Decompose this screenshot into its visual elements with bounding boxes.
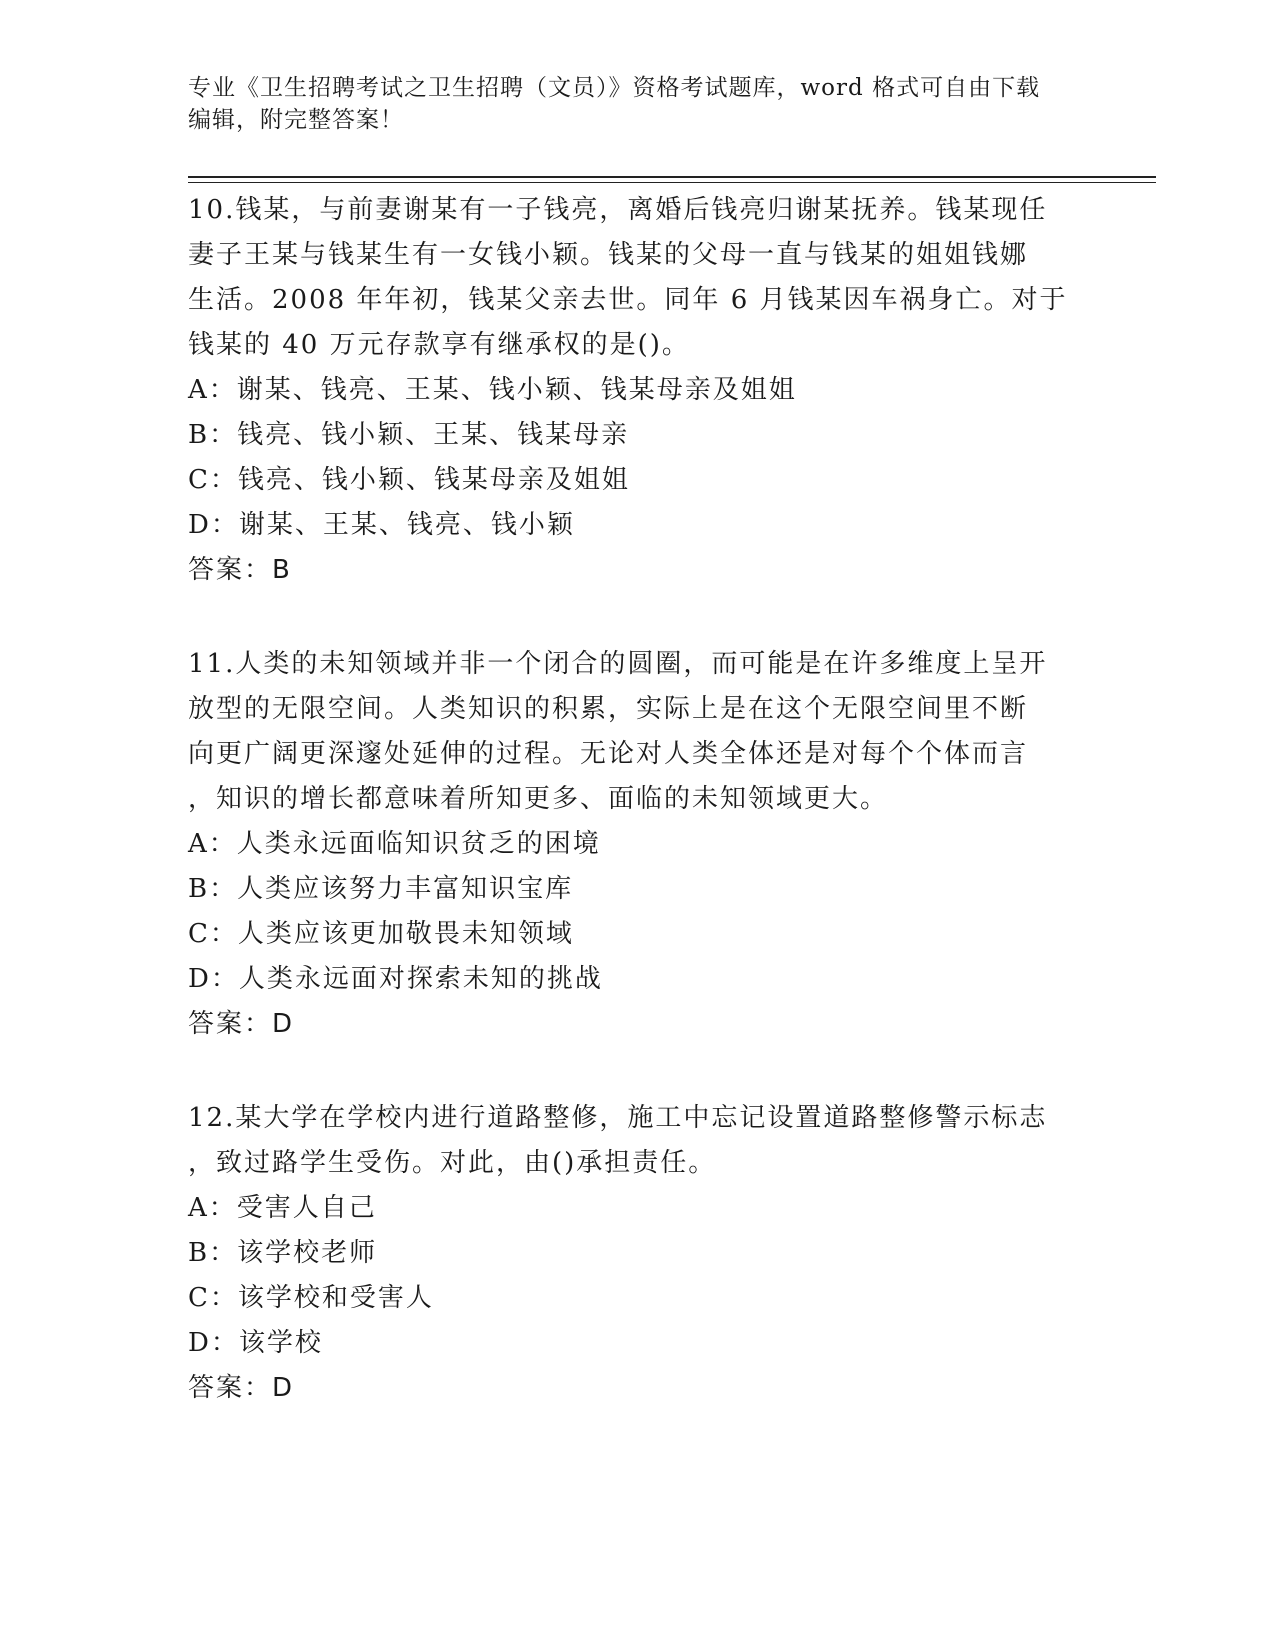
question-text-line: 向更广阔更深邃处延伸的过程。无论对人类全体还是对每个个体而言	[188, 739, 1029, 769]
option-b: B：人类应该努力丰富知识宝库	[188, 874, 574, 904]
option-c: C：该学校和受害人	[188, 1283, 434, 1313]
question-10	[188, 188, 1068, 593]
question-text-line: 妻子王某与钱某生有一女钱小颖。钱某的父母一直与钱某的姐姐钱娜	[188, 240, 1029, 270]
header-line-2: 编辑，附完整答案！	[188, 107, 404, 133]
question-text-line: ，致过路学生受伤。对此，由()承担责任。	[188, 1148, 717, 1178]
question-text-line: 11.人类的未知领域并非一个闭合的圆圈，而可能是在许多维度上呈开	[188, 649, 1048, 679]
question-text-line: 放型的无限空间。人类知识的积累，实际上是在这个无限空间里不断	[188, 694, 1029, 724]
question-text-line: ，知识的增长都意味着所知更多、面临的未知领域更大。	[188, 784, 889, 814]
question-11	[188, 642, 1068, 1047]
option-a: A：受害人自己	[188, 1193, 377, 1223]
header-line-1: 专业《卫生招聘考试之卫生招聘（文员）》资格考试题库，word 格式可自由下载	[188, 75, 1041, 101]
option-a: A：谢某、钱亮、王某、钱小颖、钱某母亲及姐姐	[188, 375, 797, 405]
option-c: C：人类应该更加敬畏未知领域	[188, 919, 574, 949]
option-b: B：该学校老师	[188, 1238, 378, 1268]
option-b: B：钱亮、钱小颖、王某、钱某母亲	[188, 420, 630, 450]
answer-label: 答案：B	[188, 555, 292, 585]
option-a: A：人类永远面临知识贫乏的困境	[188, 829, 601, 859]
option-c: C：钱亮、钱小颖、钱某母亲及姐姐	[188, 465, 630, 495]
header-divider-thick	[188, 176, 1156, 178]
question-12	[188, 1096, 1068, 1411]
option-d: D：该学校	[188, 1328, 323, 1358]
option-d: D：谢某、王某、钱亮、钱小颖	[188, 510, 575, 540]
option-d: D：人类永远面对探索未知的挑战	[188, 964, 603, 994]
answer-label: 答案：D	[188, 1009, 295, 1039]
question-text-line: 生活。2008 年年初，钱某父亲去世。同年 6 月钱某因车祸身亡。对于	[188, 285, 1068, 315]
document-header	[188, 72, 1068, 136]
question-text-line: 10.钱某，与前妻谢某有一子钱亮，离婚后钱亮归谢某抚养。钱某现任	[188, 195, 1048, 225]
question-text-line: 钱某的 40 万元存款享有继承权的是()。	[188, 330, 690, 360]
question-text-line: 12.某大学在学校内进行道路整修，施工中忘记设置道路整修警示标志	[188, 1103, 1048, 1133]
header-divider-thin	[188, 182, 1156, 183]
answer-label: 答案：D	[188, 1373, 295, 1403]
